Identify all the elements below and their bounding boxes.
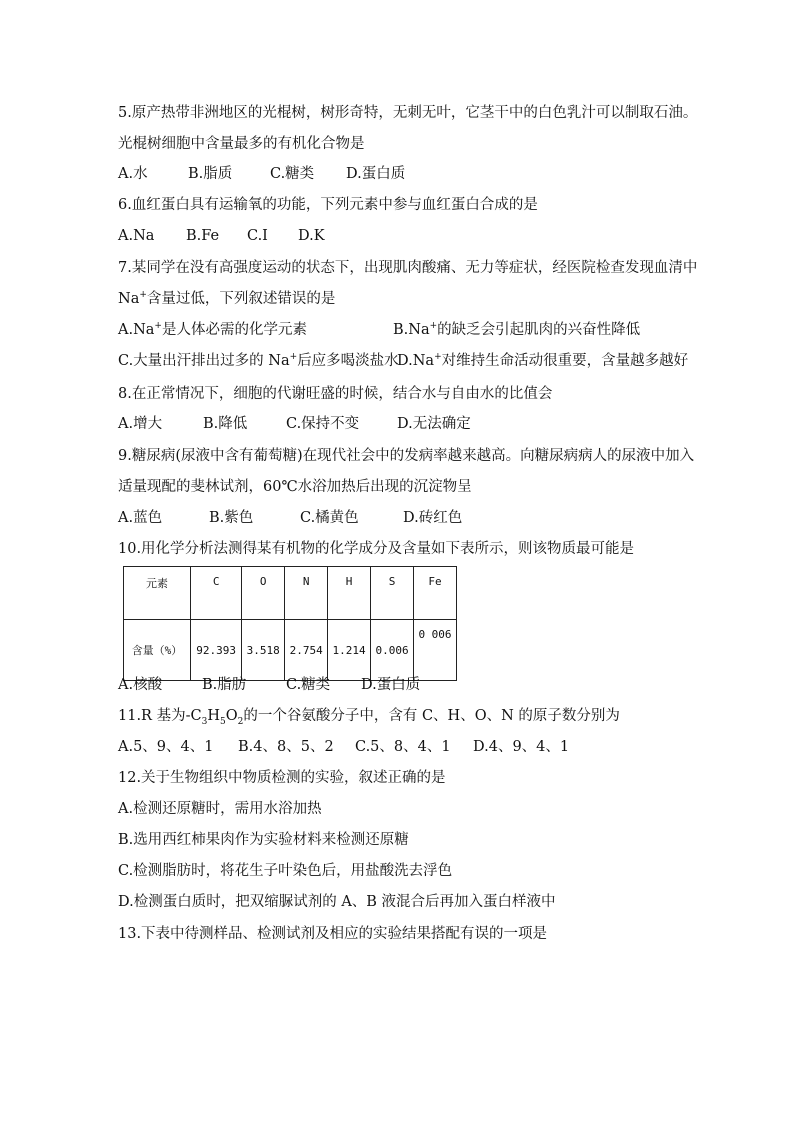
formula-element: O [225, 708, 238, 724]
q9-stem-line1: 9.糖尿病(尿液中含有葡萄糖)在现代社会中的发病率越来越高。向糖尿病病人的尿液中加入 [118, 448, 695, 464]
q7-option-b-text: 的缺乏会引起肌肉的兴奋性降低 [437, 322, 641, 338]
table-cell: 0 006 [414, 620, 457, 681]
q7-option-c [118, 351, 399, 371]
q12-option-c: C.检测脂肪时，将花生子叶染色后，用盐酸洗去浮色 [118, 863, 453, 879]
q8-option-d: D.无法确定 [397, 416, 471, 432]
q9-option-d: D.砖红色 [403, 510, 463, 526]
q7-option-c-text: 后应多喝淡盐水 [297, 353, 399, 369]
q8-option-b: B.降低 [203, 416, 248, 432]
q6-option-c: C.I [247, 228, 268, 244]
q12-option-d: D.检测蛋白质时，把双缩脲试剂的 A、B 液混合后再加入蛋白样液中 [118, 894, 556, 910]
q9-option-b: B.紫色 [209, 510, 254, 526]
table-header-cell: H [328, 567, 371, 620]
table-header-cell: S [371, 567, 414, 620]
q5-option-d: D.蛋白质 [346, 166, 406, 182]
q11-option-d: D.4、9、4、1 [473, 739, 570, 755]
q11-stem-post: 的一个谷氨酸分子中，含有 C、H、O、N 的原子数分别为 [243, 708, 620, 724]
q8-stem: 8.在正常情况下，细胞的代谢旺盛的时候，结合水与自由水的比值会 [118, 386, 553, 402]
table-header-cell: N [285, 567, 328, 620]
q7-option-d-sup: + [434, 352, 442, 363]
table-header-cell: C [191, 567, 242, 620]
q7-stem-line2-text: 含量过低，下列叙述错误的是 [146, 291, 336, 307]
q8-option-c: C.保持不变 [286, 416, 360, 432]
q7-option-a-text: 是人体必需的化学元素 [161, 322, 307, 338]
q7-stem-line1: 7.某同学在没有高强度运动的状态下，出现肌肉酸痛、无力等症状，经医院检查发现血清中 [118, 260, 698, 276]
q11-stem [118, 706, 620, 726]
q11-stem-pre: 11.R 基为-C [118, 708, 202, 724]
q9-stem-line2: 适量现配的斐林试剂，60℃水浴加热后出现的沉淀物呈 [118, 479, 472, 495]
q7-option-a-symbol: A.Na [118, 322, 155, 338]
q12-stem: 12.关于生物组织中物质检测的实验，叙述正确的是 [118, 770, 446, 786]
na-symbol: Na [118, 291, 140, 307]
q7-option-a-sup: + [154, 321, 162, 332]
q10-option-b: B.脂肪 [202, 677, 247, 693]
q12-option-a: A.检测还原糖时，需用水浴加热 [118, 801, 322, 817]
table-cell: 92.393 [191, 620, 242, 681]
q7-option-d-symbol: D.Na [397, 353, 435, 369]
q7-option-c-pre: C.大量出汗排出过多的 Na [118, 353, 290, 369]
q6-option-d: D.K [298, 228, 325, 244]
q9-option-a: A.蓝色 [118, 510, 163, 526]
q8-option-a: A.增大 [118, 416, 163, 432]
q11-option-b: B.4、8、5、2 [238, 739, 334, 755]
formula-element: H [207, 708, 220, 724]
table-cell: 0.006 [371, 620, 414, 681]
table-cell: 含量（%） [124, 620, 191, 681]
na-superscript: + [139, 290, 147, 301]
q12-option-b: B.选用西红柿果肉作为实验材料来检测还原糖 [118, 832, 409, 848]
q7-option-d-text: 对维持生命活动很重要，含量越多越好 [441, 353, 689, 369]
q7-stem-line2 [118, 289, 335, 309]
formula-subscript: 5 [219, 716, 226, 727]
q7-option-c-sup: + [289, 352, 298, 363]
q6-option-b: B.Fe [186, 228, 220, 244]
table-header-cell: Fe [414, 567, 457, 620]
q7-option-a [118, 320, 307, 340]
q5-option-b: B.脂质 [188, 166, 233, 182]
table-header-cell: O [242, 567, 285, 620]
formula-subscript: 3 [201, 716, 208, 727]
q7-option-b-sup: + [429, 321, 438, 332]
q9-option-c: C.橘黄色 [300, 510, 359, 526]
table-header-row [124, 567, 457, 620]
q10-stem: 10.用化学分析法测得某有机物的化学成分及含量如下表所示，则该物质最可能是 [118, 541, 635, 557]
q11-option-c: C.5、8、4、1 [355, 739, 451, 755]
table-cell: 1.214 [328, 620, 371, 681]
q10-option-c: C.糖类 [286, 677, 331, 693]
q7-option-b-symbol: B.Na [393, 322, 430, 338]
composition-table [123, 566, 457, 681]
q13-stem: 13.下表中待测样品、检测试剂及相应的实验结果搭配有误的一项是 [118, 926, 548, 942]
q5-stem-line1: 5.原产热带非洲地区的光棍树，树形奇特，无刺无叶，它茎干中的白色乳汁可以制取石油。 [118, 105, 698, 121]
q10-option-a: A.核酸 [118, 677, 163, 693]
q11-option-a: A.5、9、4、1 [118, 739, 214, 755]
q10-option-d: D.蛋白质 [361, 677, 421, 693]
formula-subscript: 2 [237, 716, 244, 727]
q6-stem: 6.血红蛋白具有运输氧的功能，下列元素中参与血红蛋白合成的是 [118, 197, 538, 213]
q6-option-a: A.Na [118, 228, 155, 244]
q7-option-b [393, 320, 640, 340]
table-header-cell: 元素 [124, 567, 191, 620]
q7-option-d [397, 351, 688, 371]
q5-stem-line2: 光棍树细胞中含量最多的有机化合物是 [118, 136, 365, 152]
q5-option-a: A.水 [118, 166, 148, 182]
table-cell: 3.518 [242, 620, 285, 681]
q5-option-c: C.糖类 [270, 166, 315, 182]
table-cell: 2.754 [285, 620, 328, 681]
table-row [124, 620, 457, 681]
